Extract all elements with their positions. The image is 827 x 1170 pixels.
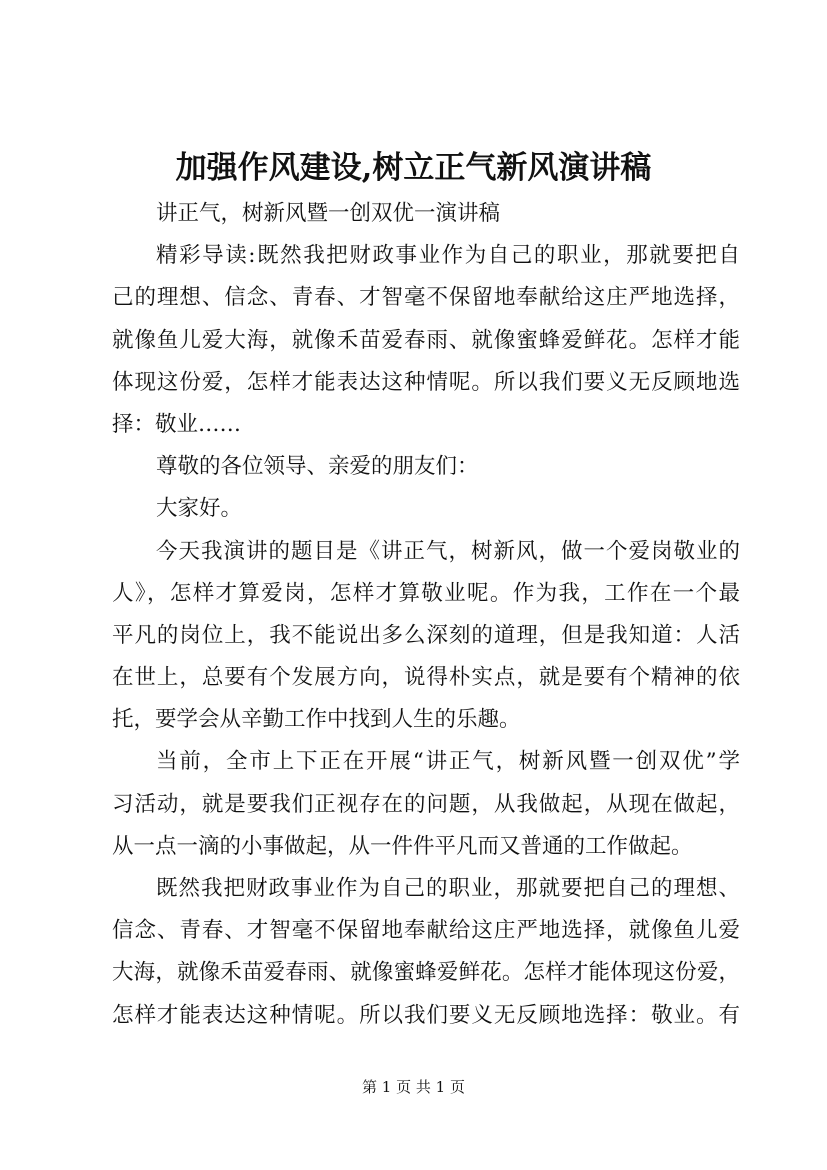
paragraph-line: 从一点一滴的小事做起，从一件件平凡而又普通的工作做起。 xyxy=(112,833,693,859)
paragraph-line: 大海，就像禾苗爱春雨、就像蜜蜂爱鲜花。怎样才能体现这份爱， xyxy=(112,960,740,986)
subtitle-line: 讲正气，树新风暨一创双优一演讲稿 xyxy=(156,201,501,226)
paragraph-line: 择：敬业…… xyxy=(112,411,242,437)
paragraph-line: 当前，全市上下正在开展“讲正气，树新风暨一创双优”学 xyxy=(156,749,740,775)
paragraph-line: 怎样才能表达这种情呢。所以我们要义无反顾地选择：敬业。有 xyxy=(112,1002,740,1028)
paragraph-line: 人》，怎样才算爱岗，怎样才算敬业呢。作为我，工作在一个最 xyxy=(112,580,740,606)
greeting-line: 大家好。 xyxy=(156,496,243,522)
paragraph-line: 托，要学会从辛勤工作中找到人生的乐趣。 xyxy=(112,707,521,733)
greeting-line: 尊敬的各位领导、亲爱的朋友们： xyxy=(156,454,479,480)
paragraph-line: 习活动，就是要我们正视存在的问题，从我做起，从现在做起， xyxy=(112,791,740,817)
paragraph-line: 信念、青春、才智毫不保留地奉献给这庄严地选择，就像鱼儿爱 xyxy=(112,918,740,944)
paragraph-line: 平凡的岗位上，我不能说出多么深刻的道理，但是我知道：人活 xyxy=(112,622,740,648)
paragraph-line: 今天我演讲的题目是《讲正气，树新风，做一个爱岗敬业的 xyxy=(156,538,740,564)
paragraph-line: 己的理想、信念、青春、才智毫不保留地奉献给这庄严地选择， xyxy=(112,285,740,311)
paragraph-line: 体现这份爱，怎样才能表达这种情呢。所以我们要义无反顾地选 xyxy=(112,369,740,395)
paragraph-line: 既然我把财政事业作为自己的职业，那就要把自己的理想、 xyxy=(156,876,740,901)
paragraph-line: 就像鱼儿爱大海，就像禾苗爱春雨、就像蜜蜂爱鲜花。怎样才能 xyxy=(112,327,740,353)
paragraph-line: 在世上，总要有个发展方向，说得朴实点，就是要有个精神的依 xyxy=(112,665,740,691)
page-footer: 第 1 页 共 1 页 xyxy=(362,1078,465,1096)
paragraph-line: 精彩导读:既然我把财政事业作为自己的职业，那就要把自 xyxy=(156,243,740,269)
document-title: 加强作风建设,树立正气新风演讲稿 xyxy=(175,150,652,186)
document-body xyxy=(112,193,740,1037)
